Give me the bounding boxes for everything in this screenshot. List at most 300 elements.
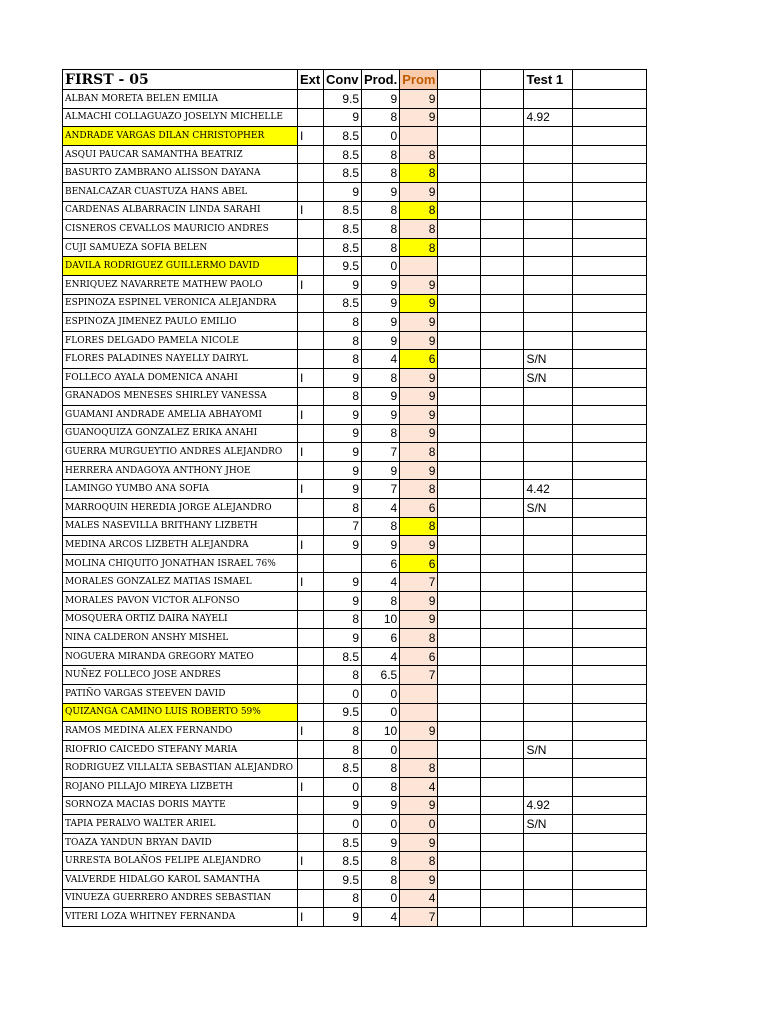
test-1-cell[interactable]: [524, 722, 572, 741]
ext-cell[interactable]: [298, 313, 324, 332]
student-name-cell[interactable]: CUJI SAMUEZA SOFIA BELEN: [63, 238, 298, 257]
conv-cell[interactable]: 8.5: [324, 201, 362, 220]
blank-cell[interactable]: [438, 499, 481, 518]
prom-cell[interactable]: [400, 257, 438, 276]
prom-cell[interactable]: 9: [400, 870, 438, 889]
ext-cell[interactable]: [298, 108, 324, 127]
conv-cell[interactable]: 9: [324, 480, 362, 499]
blank-cell[interactable]: [572, 629, 646, 648]
blank-cell[interactable]: [438, 406, 481, 425]
test-1-cell[interactable]: 4.92: [524, 796, 572, 815]
ext-cell[interactable]: [298, 517, 324, 536]
prom-cell[interactable]: [400, 127, 438, 146]
prod-cell[interactable]: 9: [362, 90, 400, 109]
blank-cell[interactable]: [438, 145, 481, 164]
test-1-cell[interactable]: S/N: [524, 815, 572, 834]
blank-cell[interactable]: [481, 499, 524, 518]
conv-cell[interactable]: 8.5: [324, 238, 362, 257]
blank-cell[interactable]: [572, 275, 646, 294]
blank-cell[interactable]: [438, 294, 481, 313]
ext-cell[interactable]: [298, 90, 324, 109]
ext-cell[interactable]: [298, 870, 324, 889]
prod-cell[interactable]: 8: [362, 145, 400, 164]
student-name-cell[interactable]: NINA CALDERON ANSHY MISHEL: [63, 629, 298, 648]
prod-cell[interactable]: 4: [362, 647, 400, 666]
blank-cell[interactable]: [572, 592, 646, 611]
blank-cell[interactable]: [481, 350, 524, 369]
prod-cell[interactable]: 8: [362, 108, 400, 127]
ext-cell[interactable]: [298, 554, 324, 573]
test-1-cell[interactable]: [524, 759, 572, 778]
conv-cell[interactable]: 8: [324, 722, 362, 741]
conv-cell[interactable]: 9: [324, 908, 362, 927]
conv-cell[interactable]: 9: [324, 108, 362, 127]
prod-cell[interactable]: 8: [362, 870, 400, 889]
conv-cell[interactable]: 9.5: [324, 257, 362, 276]
student-name-cell[interactable]: ASQUI PAUCAR SAMANTHA BEATRIZ: [63, 145, 298, 164]
blank-cell[interactable]: [572, 796, 646, 815]
student-name-cell[interactable]: MARROQUIN HEREDIA JORGE ALEJANDRO: [63, 499, 298, 518]
conv-cell[interactable]: 0: [324, 685, 362, 704]
ext-cell[interactable]: [298, 629, 324, 648]
test-1-cell[interactable]: [524, 164, 572, 183]
blank-cell[interactable]: [572, 852, 646, 871]
blank-cell[interactable]: [481, 573, 524, 592]
conv-cell[interactable]: 8.5: [324, 833, 362, 852]
prom-cell[interactable]: 8: [400, 164, 438, 183]
prom-cell[interactable]: 8: [400, 517, 438, 536]
blank-cell[interactable]: [572, 350, 646, 369]
test-1-cell[interactable]: [524, 852, 572, 871]
prod-cell[interactable]: 4: [362, 350, 400, 369]
blank-cell[interactable]: [481, 257, 524, 276]
test-1-cell[interactable]: S/N: [524, 350, 572, 369]
blank-cell[interactable]: [438, 220, 481, 239]
student-name-cell[interactable]: HERRERA ANDAGOYA ANTHONY JHOE: [63, 461, 298, 480]
conv-cell[interactable]: 9: [324, 796, 362, 815]
prom-cell[interactable]: 8: [400, 220, 438, 239]
blank-cell[interactable]: [481, 796, 524, 815]
blank-cell[interactable]: [481, 480, 524, 499]
conv-cell[interactable]: 0: [324, 777, 362, 796]
prom-cell[interactable]: 0: [400, 815, 438, 834]
blank-cell[interactable]: [481, 833, 524, 852]
blank-cell[interactable]: [572, 387, 646, 406]
blank-cell[interactable]: [438, 666, 481, 685]
prod-cell[interactable]: 4: [362, 573, 400, 592]
student-name-cell[interactable]: VITERI LOZA WHITNEY FERNANDA: [63, 908, 298, 927]
prod-cell[interactable]: 9: [362, 406, 400, 425]
prod-cell[interactable]: 9: [362, 387, 400, 406]
blank-cell[interactable]: [438, 759, 481, 778]
conv-cell[interactable]: 9: [324, 424, 362, 443]
test-1-cell[interactable]: [524, 629, 572, 648]
prod-cell[interactable]: 8: [362, 201, 400, 220]
conv-cell[interactable]: 8.5: [324, 220, 362, 239]
blank-cell[interactable]: [438, 777, 481, 796]
blank-cell[interactable]: [481, 443, 524, 462]
prod-cell[interactable]: 8: [362, 592, 400, 611]
conv-cell[interactable]: 9: [324, 592, 362, 611]
blank-cell[interactable]: [481, 777, 524, 796]
ext-cell[interactable]: [298, 145, 324, 164]
prod-cell[interactable]: 9: [362, 833, 400, 852]
prod-cell[interactable]: 10: [362, 722, 400, 741]
prod-cell[interactable]: 0: [362, 703, 400, 722]
prod-cell[interactable]: 0: [362, 889, 400, 908]
test-1-cell[interactable]: [524, 517, 572, 536]
prod-cell[interactable]: 8: [362, 759, 400, 778]
conv-cell[interactable]: 8: [324, 666, 362, 685]
prod-cell[interactable]: 6.5: [362, 666, 400, 685]
blank-cell[interactable]: [438, 350, 481, 369]
blank-cell[interactable]: [572, 666, 646, 685]
student-name-cell[interactable]: FOLLECO AYALA DOMENICA ANAHI: [63, 368, 298, 387]
blank-cell[interactable]: [481, 870, 524, 889]
student-name-cell[interactable]: FLORES PALADINES NAYELLY DAIRYL: [63, 350, 298, 369]
conv-cell[interactable]: 7: [324, 517, 362, 536]
student-name-cell[interactable]: GUANOQUIZA GONZALEZ ERIKA ANAHI: [63, 424, 298, 443]
student-name-cell[interactable]: MEDINA ARCOS LIZBETH ALEJANDRA: [63, 536, 298, 555]
blank-cell[interactable]: [572, 573, 646, 592]
student-name-cell[interactable]: ENRIQUEZ NAVARRETE MATHEW PAOLO: [63, 275, 298, 294]
student-name-cell[interactable]: GRANADOS MENESES SHIRLEY VANESSA: [63, 387, 298, 406]
conv-cell[interactable]: 8: [324, 740, 362, 759]
conv-cell[interactable]: 9: [324, 443, 362, 462]
student-name-cell[interactable]: BASURTO ZAMBRANO ALISSON DAYANA: [63, 164, 298, 183]
ext-cell[interactable]: I: [298, 127, 324, 146]
student-name-cell[interactable]: DAVILA RODRIGUEZ GUILLERMO DAVID: [63, 257, 298, 276]
prod-cell[interactable]: 4: [362, 908, 400, 927]
ext-cell[interactable]: I: [298, 201, 324, 220]
test-1-cell[interactable]: [524, 275, 572, 294]
blank-cell[interactable]: [438, 461, 481, 480]
blank-cell[interactable]: [572, 406, 646, 425]
prom-cell[interactable]: 9: [400, 796, 438, 815]
prom-cell[interactable]: 4: [400, 889, 438, 908]
ext-cell[interactable]: I: [298, 852, 324, 871]
conv-cell[interactable]: 9.5: [324, 703, 362, 722]
header-prod[interactable]: Prod.: [362, 70, 400, 90]
blank-cell[interactable]: [438, 833, 481, 852]
header-ext[interactable]: Ext: [298, 70, 324, 90]
conv-cell[interactable]: 8.5: [324, 852, 362, 871]
header-test-1[interactable]: Test 1: [524, 70, 572, 90]
blank-cell[interactable]: [438, 257, 481, 276]
ext-cell[interactable]: [298, 238, 324, 257]
test-1-cell[interactable]: [524, 127, 572, 146]
prod-cell[interactable]: 9: [362, 294, 400, 313]
conv-cell[interactable]: 9: [324, 406, 362, 425]
blank-cell[interactable]: [572, 610, 646, 629]
conv-cell[interactable]: 9: [324, 275, 362, 294]
prod-cell[interactable]: 9: [362, 796, 400, 815]
blank-cell[interactable]: [572, 220, 646, 239]
prod-cell[interactable]: 9: [362, 331, 400, 350]
conv-cell[interactable]: 8: [324, 499, 362, 518]
blank-cell[interactable]: [572, 647, 646, 666]
blank-cell[interactable]: [438, 554, 481, 573]
test-1-cell[interactable]: S/N: [524, 368, 572, 387]
student-name-cell[interactable]: VALVERDE HIDALGO KAROL SAMANTHA: [63, 870, 298, 889]
prod-cell[interactable]: 8: [362, 852, 400, 871]
prod-cell[interactable]: 8: [362, 164, 400, 183]
blank-cell[interactable]: [481, 685, 524, 704]
blank-cell[interactable]: [572, 685, 646, 704]
ext-cell[interactable]: [298, 592, 324, 611]
blank-cell[interactable]: [481, 592, 524, 611]
blank-cell[interactable]: [572, 182, 646, 201]
prod-cell[interactable]: 8: [362, 220, 400, 239]
blank-cell[interactable]: [572, 108, 646, 127]
prom-cell[interactable]: 8: [400, 852, 438, 871]
blank-cell[interactable]: [481, 852, 524, 871]
blank-cell[interactable]: [438, 443, 481, 462]
prom-cell[interactable]: 7: [400, 573, 438, 592]
prod-cell[interactable]: 0: [362, 815, 400, 834]
blank-cell[interactable]: [438, 201, 481, 220]
prom-cell[interactable]: 9: [400, 90, 438, 109]
blank-cell[interactable]: [572, 833, 646, 852]
test-1-cell[interactable]: [524, 536, 572, 555]
test-1-cell[interactable]: [524, 592, 572, 611]
prod-cell[interactable]: 8: [362, 777, 400, 796]
conv-cell[interactable]: 8: [324, 331, 362, 350]
blank-cell[interactable]: [481, 387, 524, 406]
test-1-cell[interactable]: [524, 443, 572, 462]
blank-cell[interactable]: [481, 145, 524, 164]
prom-cell[interactable]: 8: [400, 443, 438, 462]
prom-cell[interactable]: 9: [400, 313, 438, 332]
ext-cell[interactable]: [298, 499, 324, 518]
prom-cell[interactable]: 7: [400, 908, 438, 927]
blank-cell[interactable]: [572, 90, 646, 109]
blank-cell[interactable]: [481, 313, 524, 332]
header-prom[interactable]: Prom: [400, 70, 438, 90]
blank-cell[interactable]: [572, 703, 646, 722]
test-1-cell[interactable]: [524, 257, 572, 276]
test-1-cell[interactable]: [524, 90, 572, 109]
test-1-cell[interactable]: 4.42: [524, 480, 572, 499]
blank-cell[interactable]: [481, 740, 524, 759]
blank-cell[interactable]: [481, 90, 524, 109]
ext-cell[interactable]: I: [298, 722, 324, 741]
prod-cell[interactable]: 7: [362, 480, 400, 499]
prom-cell[interactable]: 9: [400, 536, 438, 555]
test-1-cell[interactable]: 4.92: [524, 108, 572, 127]
blank-cell[interactable]: [572, 908, 646, 927]
student-name-cell[interactable]: VINUEZA GUERRERO ANDRES SEBASTIAN: [63, 889, 298, 908]
prod-cell[interactable]: 8: [362, 238, 400, 257]
blank-cell[interactable]: [438, 238, 481, 257]
blank-cell[interactable]: [438, 703, 481, 722]
test-1-cell[interactable]: [524, 201, 572, 220]
student-name-cell[interactable]: TOAZA YANDUN BRYAN DAVID: [63, 833, 298, 852]
prom-cell[interactable]: 8: [400, 201, 438, 220]
blank-cell[interactable]: [572, 536, 646, 555]
prom-cell[interactable]: 6: [400, 350, 438, 369]
blank-cell[interactable]: [481, 368, 524, 387]
conv-cell[interactable]: 8: [324, 313, 362, 332]
blank-cell[interactable]: [481, 164, 524, 183]
blank-cell[interactable]: [438, 164, 481, 183]
blank-cell[interactable]: [572, 461, 646, 480]
blank-cell[interactable]: [438, 108, 481, 127]
student-name-cell[interactable]: QUIZANGA CAMINO LUIS ROBERTO 59%: [63, 703, 298, 722]
test-1-cell[interactable]: [524, 145, 572, 164]
ext-cell[interactable]: [298, 331, 324, 350]
ext-cell[interactable]: [298, 759, 324, 778]
header-blank-3[interactable]: [572, 70, 646, 90]
prom-cell[interactable]: 9: [400, 108, 438, 127]
prom-cell[interactable]: 9: [400, 331, 438, 350]
test-1-cell[interactable]: [524, 554, 572, 573]
blank-cell[interactable]: [572, 368, 646, 387]
ext-cell[interactable]: [298, 257, 324, 276]
blank-cell[interactable]: [438, 313, 481, 332]
blank-cell[interactable]: [481, 610, 524, 629]
prom-cell[interactable]: 6: [400, 499, 438, 518]
ext-cell[interactable]: [298, 666, 324, 685]
student-name-cell[interactable]: RAMOS MEDINA ALEX FERNANDO: [63, 722, 298, 741]
ext-cell[interactable]: [298, 424, 324, 443]
blank-cell[interactable]: [481, 759, 524, 778]
test-1-cell[interactable]: [524, 238, 572, 257]
test-1-cell[interactable]: [524, 647, 572, 666]
blank-cell[interactable]: [438, 647, 481, 666]
blank-cell[interactable]: [438, 815, 481, 834]
blank-cell[interactable]: [481, 424, 524, 443]
blank-cell[interactable]: [572, 722, 646, 741]
conv-cell[interactable]: 9: [324, 573, 362, 592]
test-1-cell[interactable]: S/N: [524, 740, 572, 759]
prom-cell[interactable]: [400, 740, 438, 759]
blank-cell[interactable]: [438, 517, 481, 536]
ext-cell[interactable]: [298, 164, 324, 183]
prom-cell[interactable]: 8: [400, 629, 438, 648]
prom-cell[interactable]: 9: [400, 610, 438, 629]
prom-cell[interactable]: 8: [400, 759, 438, 778]
blank-cell[interactable]: [438, 331, 481, 350]
student-name-cell[interactable]: CISNEROS CEVALLOS MAURICIO ANDRES: [63, 220, 298, 239]
student-name-cell[interactable]: SORNOZA MACIAS DORIS MAYTE: [63, 796, 298, 815]
conv-cell[interactable]: 8.5: [324, 127, 362, 146]
conv-cell[interactable]: 8: [324, 387, 362, 406]
prom-cell[interactable]: 6: [400, 647, 438, 666]
ext-cell[interactable]: [298, 220, 324, 239]
conv-cell[interactable]: 8.5: [324, 164, 362, 183]
student-name-cell[interactable]: PATIÑO VARGAS STEEVEN DAVID: [63, 685, 298, 704]
ext-cell[interactable]: [298, 889, 324, 908]
student-name-cell[interactable]: ESPINOZA ESPINEL VERONICA ALEJANDRA: [63, 294, 298, 313]
header-conv[interactable]: Conv: [324, 70, 362, 90]
student-name-cell[interactable]: FLORES DELGADO PAMELA NICOLE: [63, 331, 298, 350]
student-name-cell[interactable]: ALBAN MORETA BELEN EMILIA: [63, 90, 298, 109]
blank-cell[interactable]: [481, 201, 524, 220]
prod-cell[interactable]: 9: [362, 536, 400, 555]
conv-cell[interactable]: 9: [324, 368, 362, 387]
conv-cell[interactable]: 9.5: [324, 90, 362, 109]
prod-cell[interactable]: 9: [362, 461, 400, 480]
test-1-cell[interactable]: [524, 889, 572, 908]
prom-cell[interactable]: 9: [400, 424, 438, 443]
conv-cell[interactable]: 8.5: [324, 647, 362, 666]
blank-cell[interactable]: [481, 517, 524, 536]
blank-cell[interactable]: [572, 499, 646, 518]
prom-cell[interactable]: [400, 685, 438, 704]
blank-cell[interactable]: [438, 424, 481, 443]
student-name-cell[interactable]: GUAMANI ANDRADE AMELIA ABHAYOMI: [63, 406, 298, 425]
ext-cell[interactable]: [298, 647, 324, 666]
ext-cell[interactable]: I: [298, 406, 324, 425]
student-name-cell[interactable]: MOSQUERA ORTIZ DAIRA NAYELI: [63, 610, 298, 629]
test-1-cell[interactable]: [524, 870, 572, 889]
conv-cell[interactable]: 8: [324, 889, 362, 908]
blank-cell[interactable]: [438, 796, 481, 815]
prom-cell[interactable]: 9: [400, 406, 438, 425]
blank-cell[interactable]: [481, 238, 524, 257]
blank-cell[interactable]: [438, 573, 481, 592]
prom-cell[interactable]: 4: [400, 777, 438, 796]
blank-cell[interactable]: [572, 424, 646, 443]
prom-cell[interactable]: 9: [400, 294, 438, 313]
ext-cell[interactable]: [298, 182, 324, 201]
prom-cell[interactable]: 9: [400, 461, 438, 480]
student-name-cell[interactable]: TAPIA PERALVO WALTER ARIEL: [63, 815, 298, 834]
student-name-cell[interactable]: RIOFRIO CAICEDO STEFANY MARIA: [63, 740, 298, 759]
prod-cell[interactable]: 9: [362, 182, 400, 201]
prom-cell[interactable]: 9: [400, 275, 438, 294]
student-name-cell[interactable]: ALMACHI COLLAGUAZO JOSELYN MICHELLE: [63, 108, 298, 127]
blank-cell[interactable]: [572, 554, 646, 573]
conv-cell[interactable]: 9: [324, 629, 362, 648]
test-1-cell[interactable]: [524, 424, 572, 443]
conv-cell[interactable]: 9: [324, 536, 362, 555]
student-name-cell[interactable]: MOLINA CHIQUITO JONATHAN ISRAEL 76%: [63, 554, 298, 573]
ext-cell[interactable]: [298, 685, 324, 704]
prod-cell[interactable]: 6: [362, 629, 400, 648]
blank-cell[interactable]: [481, 647, 524, 666]
student-name-cell[interactable]: URRESTA BOLAÑOS FELIPE ALEJANDRO: [63, 852, 298, 871]
blank-cell[interactable]: [438, 908, 481, 927]
ext-cell[interactable]: [298, 815, 324, 834]
ext-cell[interactable]: I: [298, 443, 324, 462]
test-1-cell[interactable]: [524, 833, 572, 852]
prod-cell[interactable]: 0: [362, 740, 400, 759]
test-1-cell[interactable]: [524, 573, 572, 592]
prod-cell[interactable]: 8: [362, 424, 400, 443]
prom-cell[interactable]: 8: [400, 480, 438, 499]
blank-cell[interactable]: [481, 908, 524, 927]
blank-cell[interactable]: [481, 182, 524, 201]
ext-cell[interactable]: I: [298, 908, 324, 927]
blank-cell[interactable]: [438, 480, 481, 499]
blank-cell[interactable]: [572, 517, 646, 536]
test-1-cell[interactable]: [524, 685, 572, 704]
blank-cell[interactable]: [572, 815, 646, 834]
student-name-cell[interactable]: MALES NASEVILLA BRITHANY LIZBETH: [63, 517, 298, 536]
blank-cell[interactable]: [572, 759, 646, 778]
conv-cell[interactable]: 8.5: [324, 145, 362, 164]
sheet-title[interactable]: FIRST - 05: [63, 70, 298, 90]
prom-cell[interactable]: 9: [400, 368, 438, 387]
conv-cell[interactable]: 9: [324, 461, 362, 480]
blank-cell[interactable]: [572, 740, 646, 759]
blank-cell[interactable]: [438, 275, 481, 294]
blank-cell[interactable]: [572, 777, 646, 796]
blank-cell[interactable]: [438, 870, 481, 889]
blank-cell[interactable]: [438, 740, 481, 759]
